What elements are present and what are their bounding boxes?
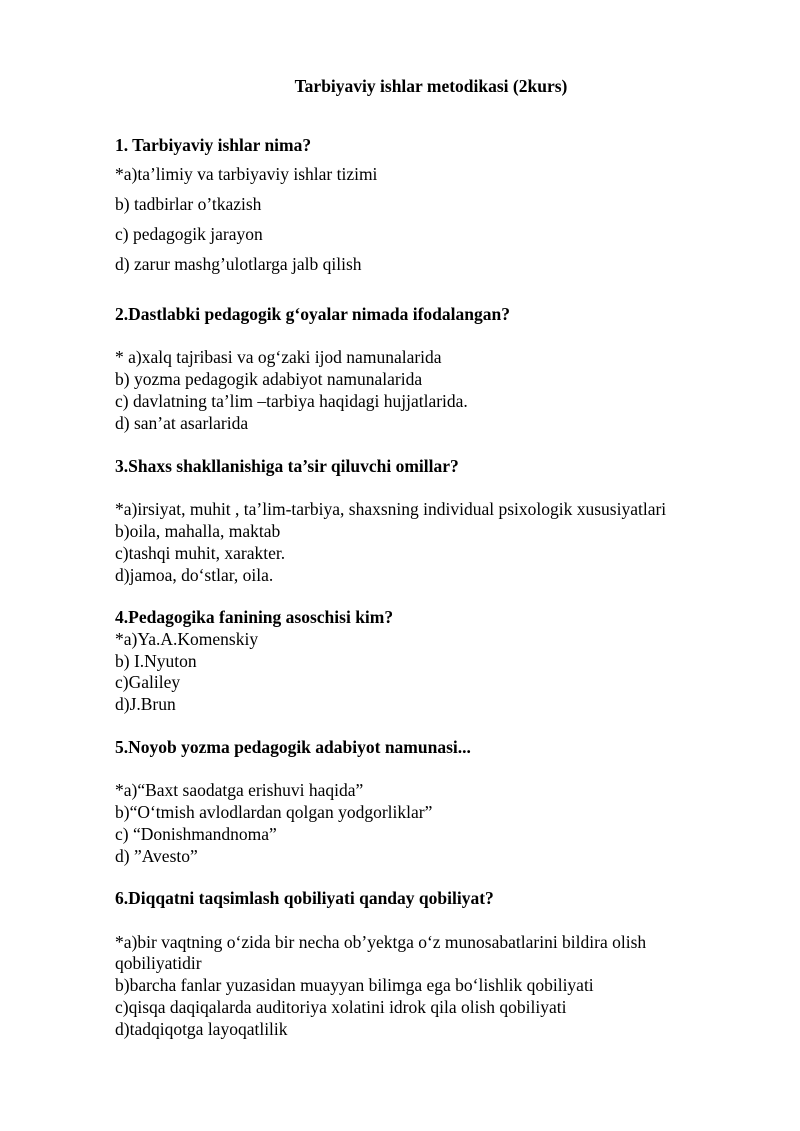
question-4-option: *a)Ya.A.Komenskiy [115,629,259,649]
question-2-heading: 2.Dastlabki pedagogik g‘oyalar nimada ifodalangan? [115,304,510,324]
question-5-heading: 5.Noyob yozma pedagogik adabiyot namunasi... [115,737,471,757]
question-4-heading: 4.Pedagogika fanining asoschisi kim? [115,607,394,627]
question-2-option: * a)xalq tajribasi va og‘zaki ijod namunalarida [115,347,442,367]
question-2-option: b) yozma pedagogik adabiyot namunalarida [115,369,423,389]
question-3-option: d)jamoa, do‘stlar, oila. [115,565,274,585]
question-2-option: d) san’at asarlarida [115,413,249,433]
question-1-heading: 1. Tarbiyaviy ishlar nima? [115,135,312,155]
question-1-option: b) tadbirlar o’tkazish [115,194,262,214]
question-1-option: d) zarur mashg’ulotlarga jalb qilish [115,254,362,274]
question-6-option: b)barcha fanlar yuzasidan muayyan bilimga ega bo‘lishlik qobiliyati [115,975,594,995]
question-5-option: d) ”Avesto” [115,846,198,866]
question-6-option: c)qisqa daqiqalarda auditoriya xolatini idrok qila olish qobiliyati [115,997,567,1017]
question-3-option: c)tashqi muhit, xarakter. [115,543,286,563]
question-4-option: d)J.Brun [115,694,176,714]
question-3-option: b)oila, mahalla, maktab [115,521,281,541]
question-4-option: c)Galiley [115,672,181,692]
question-6-option-continued: qobiliyatidir [115,953,202,973]
question-2-option: c) davlatning ta’lim –tarbiya haqidagi hujjatlarida. [115,391,468,411]
question-6-heading: 6.Diqqatni taqsimlash qobiliyati qanday qobiliyat? [115,888,494,908]
document-title: Tarbiyaviy ishlar metodikasi (2kurs) [294,76,568,96]
question-1-option: c) pedagogik jarayon [115,224,263,244]
question-1-option: *a)ta’limiy va tarbiyaviy ishlar tizimi [115,164,378,184]
question-3-option: *a)irsiyat, muhit , ta’lim-tarbiya, shaxsning individual psixologik xususiyatlari [115,499,667,519]
question-4-option: b) I.Nyuton [115,651,197,671]
question-6-option: d)tadqiqotga layoqatlilik [115,1019,288,1039]
question-5-option: c) “Donishmandnoma” [115,824,277,844]
question-5-option: *a)“Baxt saodatga erishuvi haqida” [115,780,364,800]
question-6-option: *a)bir vaqtning o‘zida bir necha ob’yektga o‘z munosabatlarini bildira olish [115,932,647,952]
question-3-heading: 3.Shaxs shakllanishiga ta’sir qiluvchi omillar? [115,456,459,476]
question-5-option: b)“O‘tmish avlodlardan qolgan yodgorliklar” [115,802,433,822]
